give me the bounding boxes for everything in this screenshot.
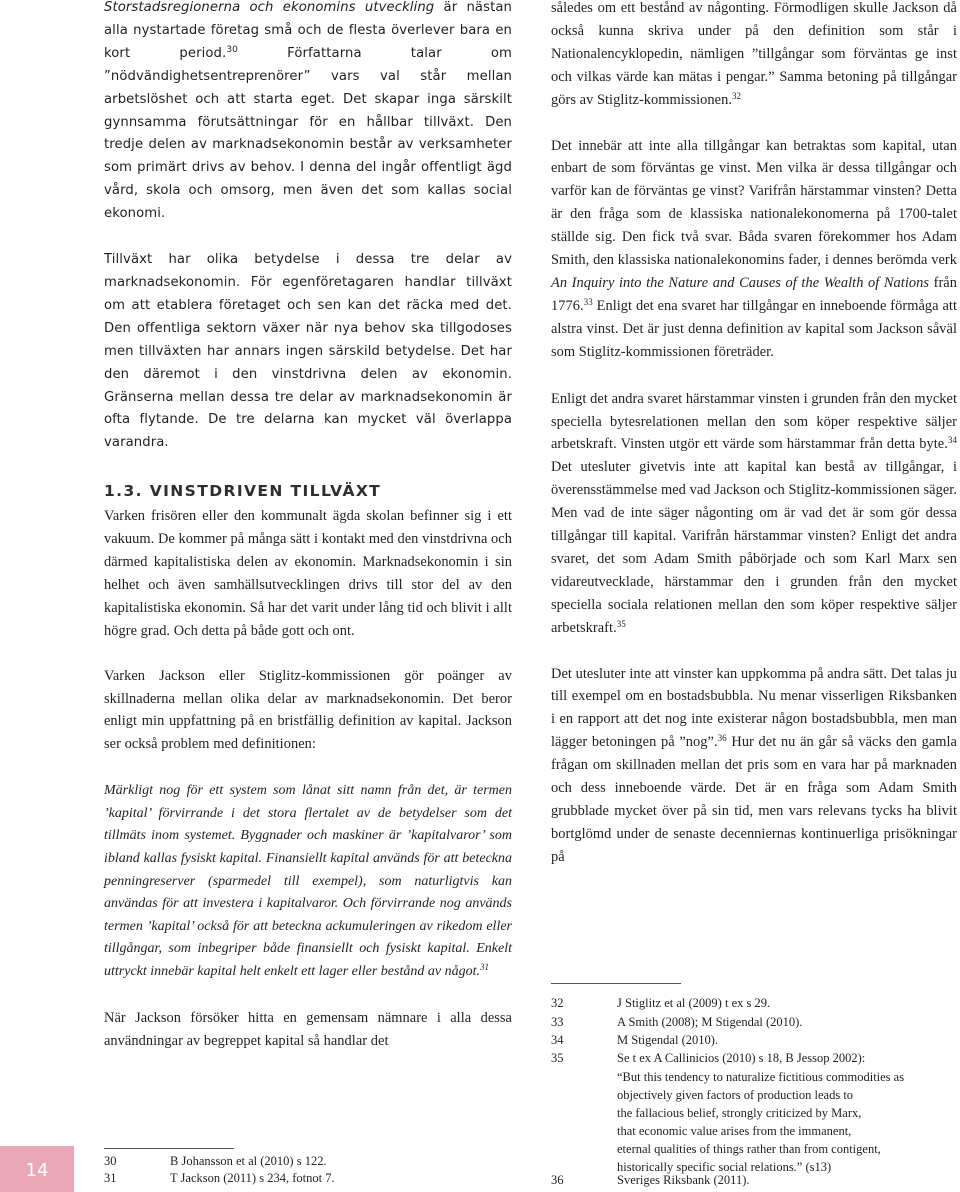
paragraph-common-denominator: När Jackson försöker hitta en gemensam nämnare i alla dessa användningar av begreppet kapital så handlar det bbox=[104, 1009, 512, 1049]
left-column bbox=[104, 0, 512, 1052]
footnote-ref-32: 32 bbox=[731, 90, 742, 101]
footnote-number: 32 bbox=[551, 996, 564, 1010]
housing-text-1: Det utesluter inte att vinster kan uppkomma på andra sätt. Det talas ju till exempel om en bostadsbubbla. Nu menar visserligen Riksbanken i en rapport att det nog inte existerar någon bostadsbubbla, men man lägger betoningen på ”nog”. bbox=[551, 665, 957, 751]
assets-text-1: Det innebär att inte alla tillgångar kan betraktas som kapital, utan enbart de som förväntas ge vinst. Men vilka är dessa tillgångar och varför kan de förväntas ge vinst? Varifrån härstammar vinsten? Detta är den fråga som de klassiska nationalekonomerna på 1700-talet ställde sig. Den fick två svar. Båda svaren förekommer hos Adam Smith, den klassiska nationalekonomins fader, i dennes berömda verk bbox=[551, 137, 957, 269]
footnote-35-quote-line: “But this tendency to naturalize fictitious commodities as bbox=[617, 1070, 905, 1084]
footnote-ref-35: 35 bbox=[616, 618, 626, 629]
footnote-number: 33 bbox=[551, 1015, 564, 1029]
footnote-number: 36 bbox=[551, 1173, 564, 1187]
footnote-text: B Johansson et al (2010) s 122. bbox=[170, 1154, 327, 1168]
footnote-ref-30: 30 bbox=[226, 44, 238, 55]
page-number: 14 bbox=[25, 1160, 49, 1181]
footnote-35-quote-line: historically specific social relations.” (s13) bbox=[617, 1160, 832, 1174]
right-column bbox=[551, 0, 957, 869]
footnote-text: A Smith (2008); M Stigendal (2010). bbox=[617, 1015, 803, 1029]
report-title-italic: Storstadsregionerna och ekonomins utveckling bbox=[104, 0, 435, 15]
footnote-text: T Jackson (2011) s 234, fotnot 7. bbox=[170, 1171, 335, 1185]
footnote-rule-left bbox=[104, 1148, 234, 1149]
intro-text-2: Författarna talar om ”nödvändighetsentreprenörer” vars val står mellan arbetslöshet och att starta eget. Det skapar inga särskilt gynnsamma förutsättningar för en hållbar tillväxt. Den tredje delen av marknadsekonomin består av verksamheter som primärt drivs av behov. I denna del ingår offentligt ägd vård, skola och omsorg, men även det som kallas social ekonomi. bbox=[104, 45, 513, 222]
footnote-ref-31: 31 bbox=[479, 962, 489, 973]
assets-text-2: från 1776. bbox=[551, 274, 957, 314]
footnote-ref-36: 36 bbox=[717, 733, 727, 744]
paragraph-housing-bubble bbox=[551, 663, 957, 869]
footnote-text: Se t ex A Callinicios (2010) s 18, B Jessop 2002): bbox=[617, 1051, 866, 1065]
footnote-35-quote-line: eternal qualities of things rather than from contigent, bbox=[617, 1142, 881, 1156]
section-heading: 1.3. VINSTDRIVEN TILLVÄXT bbox=[104, 482, 382, 501]
book-title-italic: An Inquiry into the Nature and Causes of the Wealth of Nations bbox=[551, 274, 930, 291]
footnote-text: J Stiglitz et al (2009) t ex s 29. bbox=[617, 996, 771, 1010]
footnote-35-quote-line: that economic value arises from the immanent, bbox=[617, 1124, 852, 1138]
footnote-number: 31 bbox=[104, 1171, 117, 1185]
paragraph-second-answer bbox=[551, 388, 957, 640]
block-quote bbox=[104, 780, 512, 983]
stock-text: således om ett bestånd av någonting. Förmodligen skulle Jackson då också kunna skriva under på den definition som står i Nationalencyklopedin, nämligen ”tillgångar som förväntas ge inst och vilkas värde kan mätas i pengar.” Samma betoning på tillgångar görs av Stiglitz-kommissionen. bbox=[551, 0, 957, 108]
paragraph-assets bbox=[551, 135, 957, 364]
footnote-text: M Stigendal (2010). bbox=[617, 1033, 719, 1047]
paragraph-stock bbox=[551, 0, 957, 112]
paragraph-growth: Tillväxt har olika betydelse i dessa tre delar av marknadsekonomin. För egenföretagaren handlar tillväxt om att etablera företaget och sen kan det räcka med det. Den offentliga sektorn växer när nya behov ska tillgodoses men tillväxten har annars ingen särskild betydelse. Det har den däremot i den vinstdrivna delen av ekonomin. Gränserna mellan dessa tre delar av marknadsekonomin är ofta flytande. De tre delarna kan mycket väl överlappa varandra. bbox=[104, 252, 512, 451]
footnote-rule-right bbox=[551, 983, 681, 984]
paragraph-intro bbox=[104, 0, 512, 226]
footnote-number: 34 bbox=[551, 1033, 564, 1047]
housing-text-2: Hur det nu än går så väcks den gamla frågan om skillnaden mellan det pris som en vara har på marknaden och dess inneboende värde. Det är en fråga som Adam Smith grubblade mycket över på sin tid, men vars relevans tycks ha blivit bortglömd under de senaste decenniernas kontinuerliga prisökningar på bbox=[551, 734, 957, 865]
footnote-35-quote-line: objectively given factors of production leads to bbox=[617, 1088, 854, 1102]
footnote-35-quote-line: the fallacious belief, strongly criticized by Marx, bbox=[617, 1106, 862, 1120]
footnote-number: 30 bbox=[104, 1154, 117, 1168]
assets-text-3: Enligt det ena svaret har tillgångar en inneboende förmåga att alstra vinst. Det är just denna definition av kapital som Jackson såväl som Stiglitz-kommissionen företräder. bbox=[551, 297, 957, 360]
quote-text: Märkligt nog för ett system som lånat sitt namn från det, är termen ’kapital’ förvirrande i det stora flertalet av de betydelser som det tillmäts inom systemet. Byggnader och maskiner är ’kapitalvaror’ som ibland kallas fysiskt kapital. Finansiellt kapital används för att beteckna penningreserver (sparmedel till exempel), som naturligtvis kan användas för att investera i kapitalvaror. Och förvirrande nog används termen ’kapital’ också för att beteckna ackumuleringen av rikedom eller tillgångar, som inbegriper både finansiellt och fysiskt kapital. Enkelt uttryckt innebär kapital helt enkelt ett lager eller bestånd av något. bbox=[104, 783, 512, 980]
footnote-ref-33: 33 bbox=[583, 296, 593, 307]
footnote-number: 35 bbox=[551, 1051, 564, 1065]
second-answer-text-2: Det utesluter givetvis inte att kapital kan bestå av tillgångar, i överensstämmelse med vad Jackson och Stiglitz-kommissionen säger. Men vad de inte säger någonting om är vad det är som gör dessa tillgångar till kapital. Varifrån härstammar vinsten? Enligt det andra svaret, det som Adam Smith påbörjade och som Karl Marx sen vidareutvecklade, härstammar den i grunden från den mycket speciella sociala relationen mellan den som köper respektive säljer arbetskraft. bbox=[551, 459, 957, 636]
paragraph-profit-driven: Varken frisören eller den kommunalt ägda skolan befinner sig i ett vakuum. De kommer på många sätt i kontakt med den vinstdrivna och därmed kapitalistiska delen av ekonomin. Marknadsekonomin i sin helhet och även samhällsutvecklingen drivs till stor del av den kapitalistiska ekonomin. Så har det varit under lång tid och blivit i allt högre grad. Och detta på både gott och ont. bbox=[104, 508, 512, 639]
second-answer-text-1: Enligt det andra svaret härstammar vinsten i grunden från den mycket speciella bytesrelationen mellan den som köper respektive säljer arbetskraft. Vinsten utgör ett värde som härstammar från detta byte. bbox=[551, 390, 957, 453]
footnote-text: Sveriges Riksbank (2011). bbox=[617, 1173, 750, 1187]
intro-text-1: är nästan alla nystartade företag små och de flesta överlever bara en kort period. bbox=[104, 0, 512, 61]
paragraph-jackson: Varken Jackson eller Stiglitz-kommissionen gör poänger av skillnaderna mellan olika delar av marknadsekonomin. Det beror enligt min uppfattning på en bristfällig definition av kapital. Jackson ser också problem med definitionen: bbox=[104, 667, 512, 753]
footnote-ref-34: 34 bbox=[947, 435, 957, 446]
